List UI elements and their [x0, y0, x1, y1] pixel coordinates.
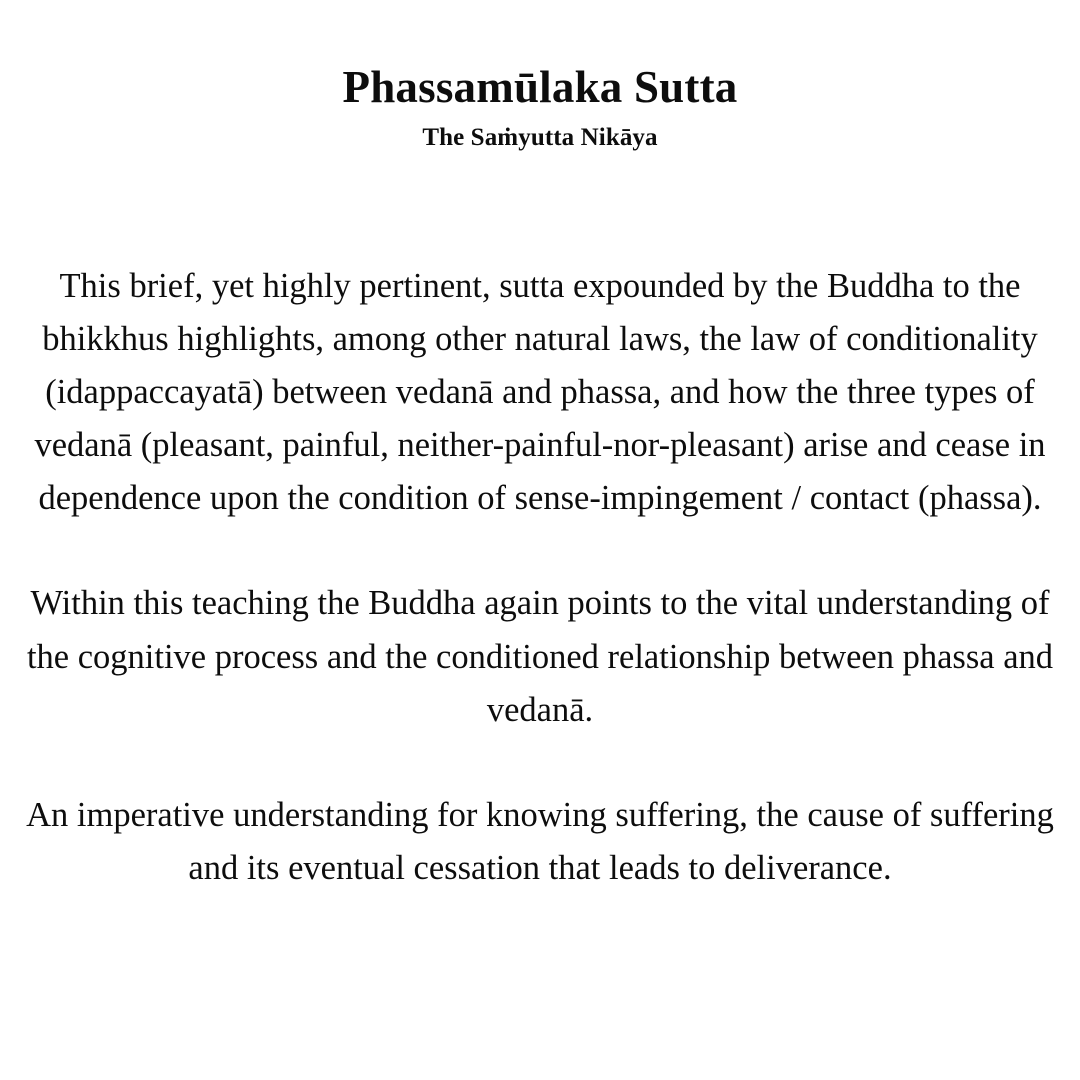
paragraph-spacer-2 [24, 737, 1056, 789]
body-paragraph-1: This brief, yet highly pertinent, sutta expounded by the Buddha to the bhikkhus highlights, among other natural laws, the law of conditionality (idappaccayatā) between vedanā and phassa, and how the three types of vedanā (pleasant, painful, neither-painful-nor-pleasant) arise and cease in dependence upon the condition of sense-impingement / contact (phassa). [34, 266, 1046, 518]
page-title: Phassamūlaka Sutta [342, 62, 738, 112]
document-body [24, 260, 1056, 895]
body-paragraph-2: Within this teaching the Buddha again points to the vital understanding of the cognitive process and the conditioned relationship between phassa and vedanā. [26, 584, 1054, 729]
page-subtitle: The Saṁyutta Nikāya [422, 123, 658, 151]
body-paragraph-3: An imperative understanding for knowing suffering, the cause of suffering and its eventual cessation that leads to deliverance. [26, 795, 1054, 887]
paragraph-spacer-1 [24, 525, 1056, 577]
